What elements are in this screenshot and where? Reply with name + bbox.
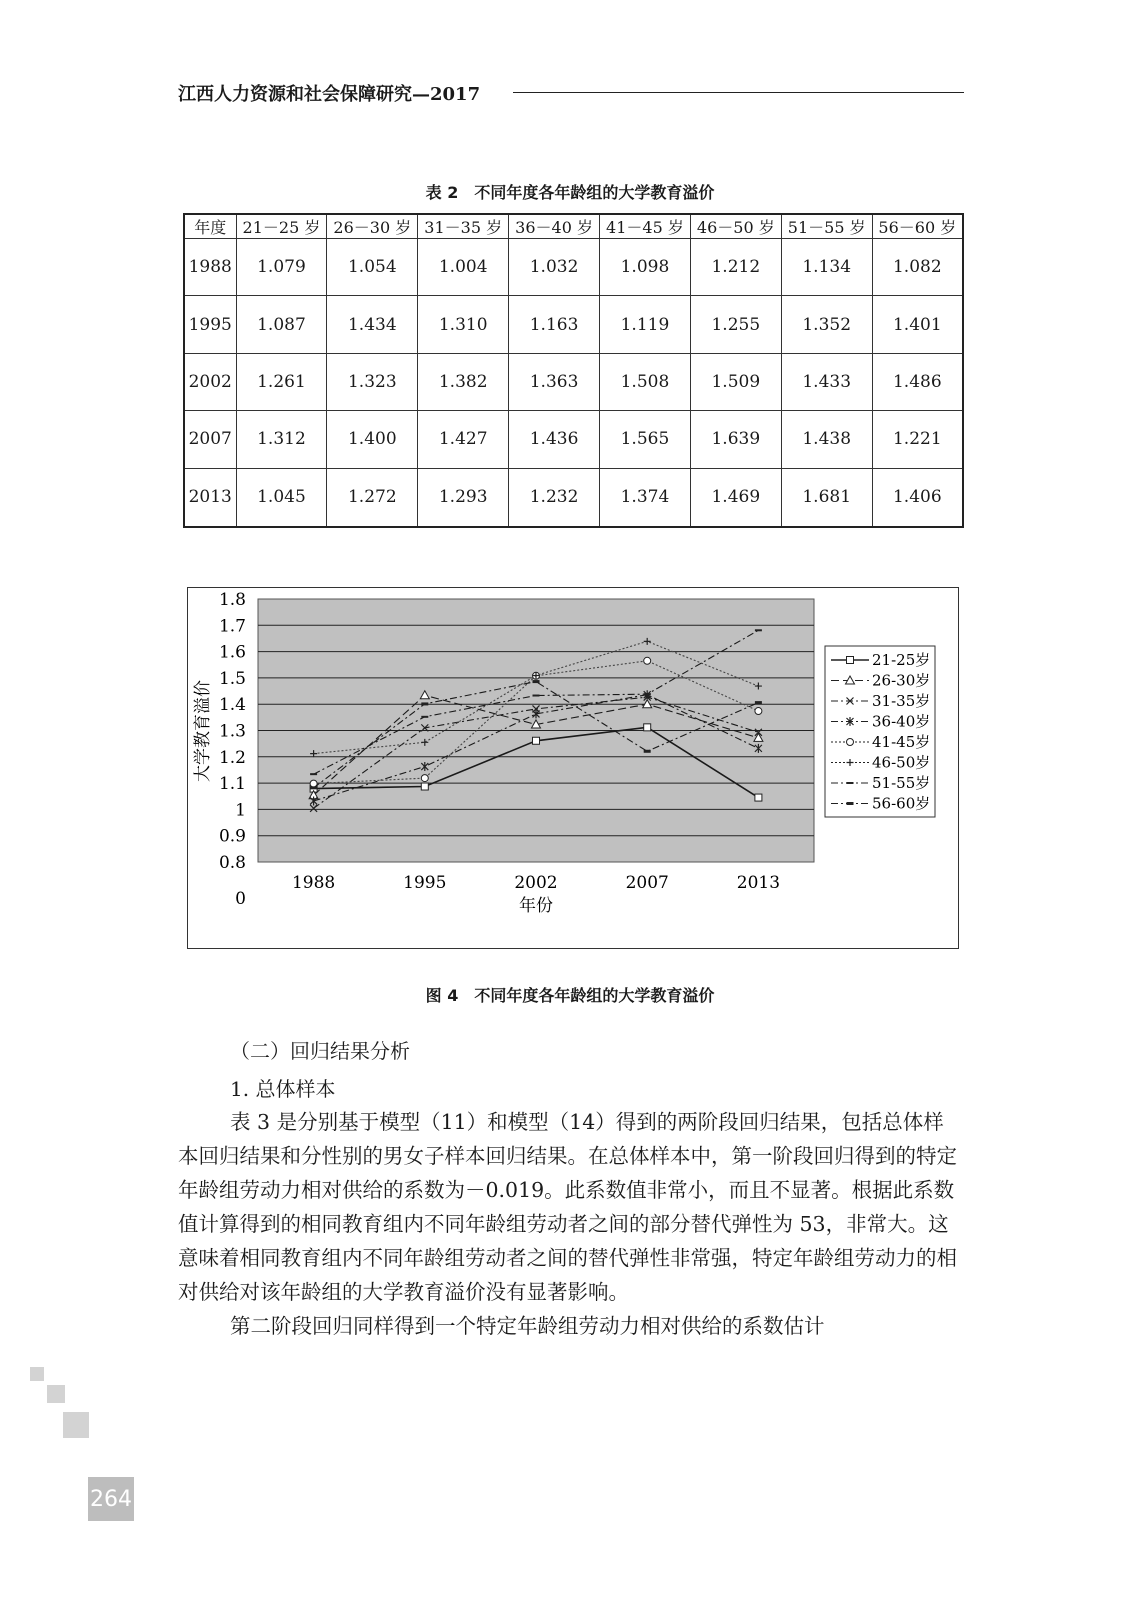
data-point [847, 739, 854, 746]
y-tick-label: 1 [235, 800, 246, 821]
y-axis-ticks [219, 590, 246, 909]
table-header-cell: 31－35 岁 [418, 214, 509, 239]
x-tick-label: 2007 [625, 873, 669, 893]
data-point [847, 802, 854, 805]
premium-cell: 1.221 [872, 411, 963, 468]
legend-label: 41-45岁 [872, 733, 931, 751]
premium-cell: 1.436 [509, 411, 600, 468]
table-row [184, 296, 963, 353]
subsection-heading: 1. 总体样本 [230, 1077, 336, 1101]
legend-label: 26-30岁 [872, 671, 931, 690]
year-cell: 1988 [184, 239, 236, 296]
chart-frame [187, 587, 959, 949]
data-point [533, 680, 540, 683]
paragraph: 表 3 是分别基于模型（11）和模型（14）得到的两阶段回归结果，包括总体样本回归结果和分性别的男女子样本回归结果。在总体样本中，第一阶段回归得到的特定年龄组劳动力相对供给的系数为－0.019。此系数值非常小，而且不显著。根据此系数值计算得到的相同教育组内不同年龄组劳动者之间的部分替代弹性为 53，非常大。这意味着相同教育组内不同年龄组劳动者之间的替代弹性非常强，特定年龄组劳动力的相对供给对该年龄组的大学教育溢价没有显著影响。 [178, 1110, 957, 1304]
premium-cell: 1.079 [236, 239, 327, 296]
premium-cell: 1.032 [509, 239, 600, 296]
premium-cell: 1.639 [690, 411, 781, 468]
table-row [184, 411, 963, 468]
premium-cell: 1.045 [236, 468, 327, 527]
x-tick-label: 1995 [403, 873, 447, 893]
x-axis-label: 年份 [519, 896, 553, 916]
premium-cell: 1.272 [327, 468, 418, 527]
decorative-square [47, 1385, 65, 1403]
y-tick-label: 1.6 [218, 642, 246, 663]
premium-line-chart [188, 588, 958, 948]
running-header [178, 80, 964, 104]
y-tick-label: 1.4 [218, 695, 246, 716]
premium-cell: 1.212 [690, 239, 781, 296]
legend-label: 56-60岁 [872, 794, 931, 813]
year-cell: 2007 [184, 411, 236, 468]
table-header-row [184, 214, 963, 239]
y-tick-label: 1.5 [218, 668, 246, 689]
data-point [755, 701, 762, 704]
table-row [184, 468, 963, 527]
page-number: 264 [88, 1477, 134, 1521]
premium-cell: 1.232 [509, 468, 600, 527]
premium-cell: 1.098 [600, 239, 691, 296]
premium-cell: 1.427 [418, 411, 509, 468]
table-header-cell: 21－25 岁 [236, 214, 327, 239]
legend-label: 46-50岁 [872, 753, 931, 772]
running-header-title: 江西人力资源和社会保障研究—2017 [178, 84, 481, 105]
y-tick-label: 1.2 [218, 747, 246, 768]
premium-cell: 1.509 [690, 353, 781, 410]
premium-cell: 1.434 [327, 296, 418, 353]
data-point [421, 783, 428, 790]
premium-cell: 1.293 [418, 468, 509, 527]
premium-cell: 1.469 [690, 468, 781, 527]
year-cell: 2013 [184, 468, 236, 527]
premium-cell: 1.382 [418, 353, 509, 410]
premium-cell: 1.323 [327, 353, 418, 410]
table-header-cell: 41－45 岁 [600, 214, 691, 239]
table-header-cell: 46－50 岁 [690, 214, 781, 239]
data-point [310, 786, 317, 789]
x-tick-label: 1988 [291, 873, 336, 893]
premium-cell: 1.255 [690, 296, 781, 353]
y-tick-label: 1.7 [218, 616, 246, 637]
premium-cell: 1.054 [327, 239, 418, 296]
x-tick-label: 2013 [736, 873, 781, 893]
premium-cell: 1.352 [781, 296, 872, 353]
premium-cell: 1.681 [781, 468, 872, 527]
y-tick-label: 1.8 [218, 590, 246, 610]
data-point [755, 708, 762, 715]
table-row [184, 239, 963, 296]
premium-cell: 1.134 [781, 239, 872, 296]
premium-cell: 1.310 [418, 296, 509, 353]
data-point [847, 657, 854, 664]
y-tick-label: 0 [235, 889, 246, 909]
data-point [533, 737, 540, 744]
premium-cell: 1.406 [872, 468, 963, 527]
data-point [421, 702, 428, 705]
premium-table [183, 213, 964, 528]
table-caption: 表 2 不同年度各年龄组的大学教育溢价 [425, 183, 715, 202]
legend-label: 21-25岁 [872, 651, 931, 669]
premium-cell: 1.433 [781, 353, 872, 410]
y-tick-label: 1.3 [218, 721, 246, 742]
legend-label: 31-35岁 [872, 692, 931, 710]
table-header-cell: 51－55 岁 [781, 214, 872, 239]
data-point [644, 724, 651, 731]
legend-label: 51-55岁 [872, 774, 931, 792]
header-rule [513, 92, 964, 93]
table-header-cell: 年度 [184, 214, 236, 239]
y-tick-label: 0.9 [218, 826, 246, 847]
premium-cell: 1.508 [600, 353, 691, 410]
x-axis-ticks [292, 873, 780, 893]
premium-cell: 1.087 [236, 296, 327, 353]
data-point [755, 794, 762, 801]
legend-label: 36-40岁 [872, 712, 931, 731]
x-tick-label: 2002 [514, 873, 558, 893]
premium-cell: 1.400 [327, 411, 418, 468]
figure-caption: 图 4 不同年度各年龄组的大学教育溢价 [425, 986, 715, 1005]
y-axis-label: 大学教育溢价 [193, 680, 213, 782]
data-point [421, 775, 428, 782]
table-header-cell: 26－30 岁 [327, 214, 418, 239]
premium-cell: 1.312 [236, 411, 327, 468]
premium-cell: 1.401 [872, 296, 963, 353]
premium-cell: 1.004 [418, 239, 509, 296]
data-point [644, 657, 651, 664]
year-cell: 2002 [184, 353, 236, 410]
premium-cell: 1.438 [781, 411, 872, 468]
premium-cell: 1.486 [872, 353, 963, 410]
premium-cell: 1.082 [872, 239, 963, 296]
premium-cell: 1.565 [600, 411, 691, 468]
premium-cell: 1.163 [509, 296, 600, 353]
decorative-square [63, 1412, 89, 1438]
section-heading: （二）回归结果分析 [230, 1039, 410, 1063]
decorative-square [30, 1367, 44, 1381]
premium-cell: 1.119 [600, 296, 691, 353]
data-point [644, 750, 651, 753]
y-tick-label: 0.8 [218, 853, 246, 873]
y-tick-label: 1.1 [218, 774, 246, 795]
premium-cell: 1.374 [600, 468, 691, 527]
table-body [184, 239, 963, 528]
year-cell: 1995 [184, 296, 236, 353]
paragraph: 第二阶段回归同样得到一个特定年龄组劳动力相对供给的系数估计 [230, 1314, 825, 1338]
table-header-cell: 36－40 岁 [509, 214, 600, 239]
body-text [178, 1105, 964, 1343]
premium-cell: 1.261 [236, 353, 327, 410]
table-row [184, 353, 963, 410]
table-header-cell: 56－60 岁 [872, 214, 963, 239]
premium-cell: 1.363 [509, 353, 600, 410]
